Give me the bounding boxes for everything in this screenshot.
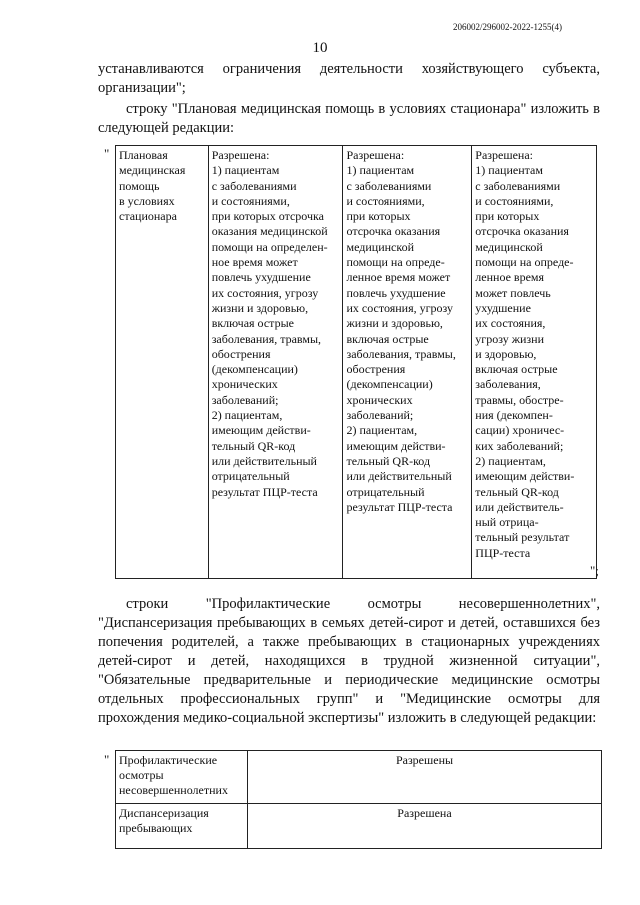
cell-line: ленное время <box>475 270 545 285</box>
cell-line: Разрешена: <box>211 148 270 162</box>
cell-line: оказания медицинской <box>211 224 328 239</box>
cell-line: отсрочка оказания <box>475 224 569 239</box>
cell-line: 2) пациентам, <box>475 453 546 468</box>
cell-line: стационара <box>119 209 177 224</box>
cell-line: медицинской <box>346 239 415 254</box>
cell-line: (декомпенсации) <box>211 362 298 377</box>
cell-line: Диспансеризация <box>119 806 209 820</box>
cell-line: травмы, обостре- <box>475 392 564 407</box>
cell-line: жизни и здоровью, <box>346 316 443 331</box>
cell-line: хронических <box>211 377 278 392</box>
examinations-table <box>115 750 602 849</box>
cell-line: имеющим действи- <box>211 423 311 438</box>
cell-line: 1) пациентам <box>211 163 280 178</box>
cell-line: включая острые <box>475 362 558 377</box>
cell-line: имеющим действи- <box>346 438 446 453</box>
cell-line: тельный QR-код <box>346 453 431 468</box>
cell-line: 1) пациентам <box>346 163 415 178</box>
column-3-cell <box>343 146 472 579</box>
cell-line: помощь <box>119 178 160 193</box>
examination-name-cell <box>116 751 248 804</box>
cell-line: с заболеваниями <box>346 178 432 193</box>
table-row <box>116 804 602 849</box>
column-2-cell <box>208 146 343 579</box>
cell-line: ких заболеваний; <box>475 438 564 453</box>
cell-line: Профилактические <box>119 753 218 767</box>
cell-line: ленное время может <box>346 270 451 285</box>
paragraph-restrictions: устанавливаются ограничения деятельности хозяйствующего субъекта, организации"; <box>98 61 600 96</box>
cell-line: при которых отсрочка <box>211 209 324 224</box>
cell-line: и состояниями, <box>211 193 290 208</box>
cell-line: их состояния, угрозу <box>211 285 319 300</box>
cell-line: повлечь ухудшение <box>211 270 311 285</box>
cell-line: результат ПЦР-теста <box>211 484 318 499</box>
cell-line: заболевания, <box>475 377 541 392</box>
cell-line: ухудшение <box>475 300 531 315</box>
table-row <box>116 146 597 579</box>
column-4-cell <box>472 146 597 579</box>
cell-line: включая острые <box>211 316 294 331</box>
cell-line: ное время может <box>211 255 298 270</box>
cell-line: помощи на определен- <box>211 239 328 254</box>
cell-line: их состояния, <box>475 316 546 331</box>
cell-line: (декомпенсации) <box>346 377 433 392</box>
cell-line: обострения <box>346 362 406 377</box>
cell-line: заболеваний; <box>211 392 279 407</box>
cell-line: ПЦР-теста <box>475 545 531 560</box>
cell-line: и состояниями, <box>346 193 425 208</box>
cell-line: их состояния, угрозу <box>346 300 454 315</box>
cell-line: при которых <box>346 209 411 224</box>
cell-line: или действительный <box>346 469 452 484</box>
examination-status-cell: Разрешены <box>248 751 602 804</box>
cell-line: 2) пациентам, <box>346 423 418 438</box>
cell-line: 1) пациентам <box>475 163 543 178</box>
cell-line: заболевания, травмы, <box>346 346 456 361</box>
cell-line: заболевания, травмы, <box>211 331 322 346</box>
cell-line: при которых <box>475 209 540 224</box>
cell-line: медицинской <box>475 239 543 254</box>
table2-open-quote: " <box>104 752 110 767</box>
cell-line: пребывающих <box>119 821 193 835</box>
cell-line: сации) хроничес- <box>475 423 565 438</box>
cell-line: повлечь ухудшение <box>346 285 446 300</box>
cell-line: Разрешена: <box>346 148 405 162</box>
cell-line: с заболеваниями <box>475 178 561 193</box>
table-row <box>116 751 602 804</box>
cell-line: или действительный <box>211 453 317 468</box>
cell-line: тельный результат <box>475 530 570 545</box>
cell-line: угрозу жизни <box>475 331 544 346</box>
cell-line: заболеваний; <box>346 408 414 423</box>
cell-line: хронических <box>346 392 413 407</box>
cell-line: несовершеннолетних <box>119 783 228 797</box>
cell-line: жизни и здоровью, <box>211 300 309 315</box>
cell-line: помощи на опреде- <box>475 255 574 270</box>
cell-line: помощи на опреде- <box>346 255 445 270</box>
cell-line: 2) пациентам, <box>211 408 283 423</box>
document-id: 206002/296002-2022-1255(4) <box>453 22 562 32</box>
cell-line: в условиях <box>119 193 175 208</box>
cell-line: Плановая <box>119 148 168 162</box>
cell-line: ния (декомпен- <box>475 408 553 423</box>
cell-line: имеющим действи- <box>475 469 575 484</box>
cell-line: ный отрица- <box>475 515 539 530</box>
cell-line: тельный QR-код <box>211 438 296 453</box>
cell-line: результат ПЦР-теста <box>346 499 453 514</box>
cell-line: Разрешена: <box>475 148 533 162</box>
page-number: 10 <box>312 40 328 56</box>
examination-name-cell <box>116 804 248 849</box>
paragraph-planned-care: строку "Плановая медицинская помощь в условиях стационара" изложить в следующей редакции: <box>98 101 600 136</box>
cell-line: может повлечь <box>475 285 551 300</box>
cell-line: и здоровью, <box>475 346 537 361</box>
cell-line: обострения <box>211 346 271 361</box>
cell-line: с заболеваниями <box>211 178 297 193</box>
table1-open-quote: " <box>104 146 110 161</box>
paragraph-examinations: строки "Профилактические осмотры несовершеннолетних", "Диспансеризация пребывающих в семьях детей-сирот и детей, оставшихся без попечения родителей, а также пребывающих в стационарных учреждениях детей-сирот и детей, находящихся в трудной жизненной ситуации", "Обязательные предварительные и периодические медицинские осмотры отдельных профессиональных групп" и "Медицинские осмотры для прохождения медико-социальной экспертизы" изложить в следующей редакции: <box>98 596 600 726</box>
table1-close-quote: "; <box>590 563 599 578</box>
cell-line: и состояниями, <box>475 193 554 208</box>
cell-line: отрицательный <box>346 484 425 499</box>
cell-line: тельный QR-код <box>475 484 559 499</box>
examination-status-cell: Разрешена <box>248 804 602 849</box>
planned-care-table <box>115 145 597 579</box>
cell-line: отрицательный <box>211 469 290 484</box>
row-title-cell <box>116 146 209 579</box>
cell-line: медицинская <box>119 163 186 178</box>
cell-line: отсрочка оказания <box>346 224 441 239</box>
cell-line: включая острые <box>346 331 429 346</box>
cell-line: осмотры <box>119 768 164 782</box>
cell-line: или действитель- <box>475 499 564 514</box>
